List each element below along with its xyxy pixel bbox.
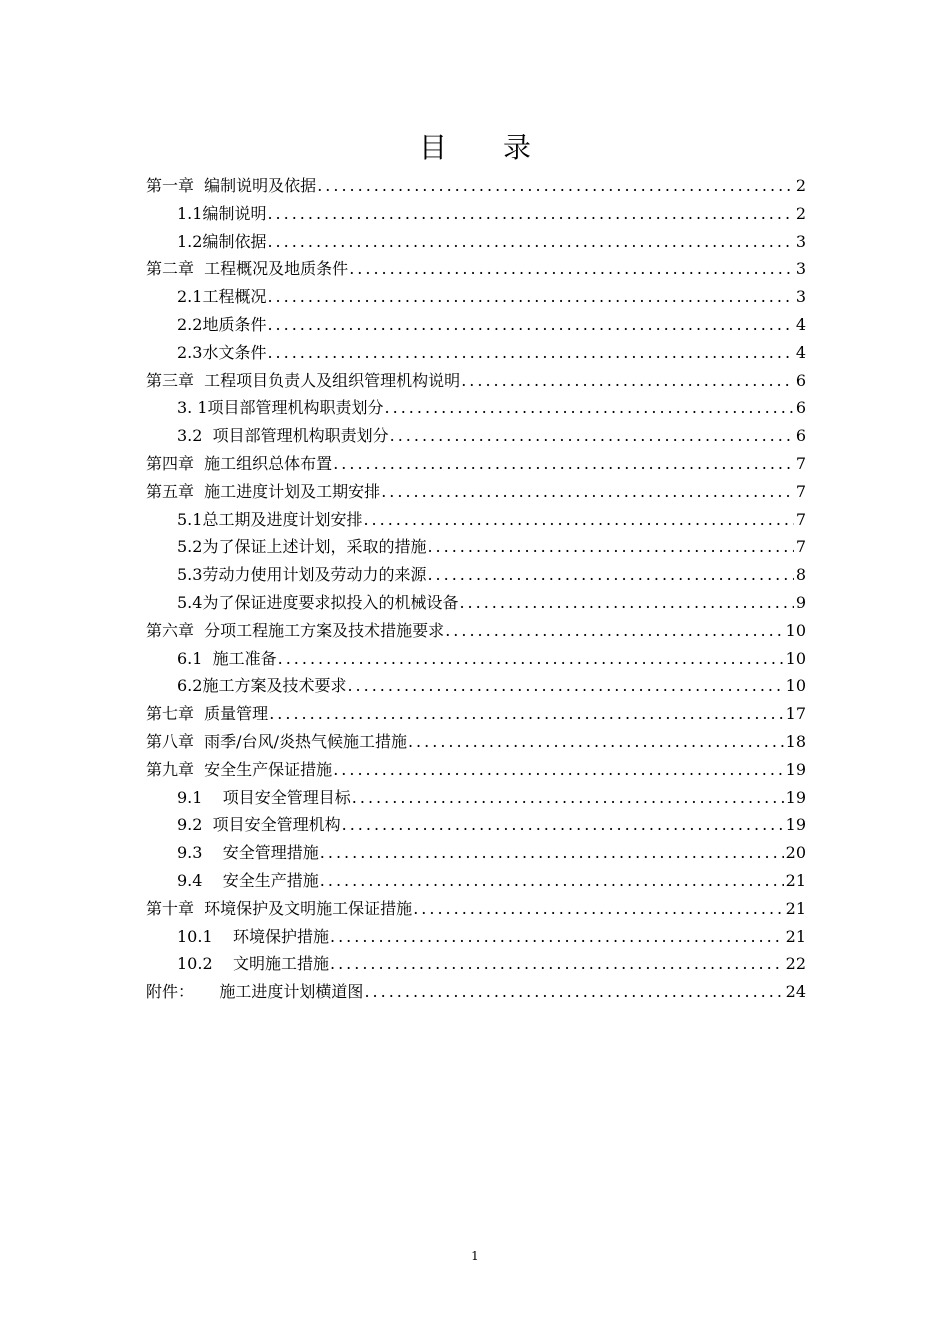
- toc-dot-leader: [320, 839, 784, 867]
- toc-dot-leader: [363, 506, 793, 534]
- toc-entry-label: 1.1编制说明: [177, 203, 267, 223]
- toc-entry-label: 3. 1项目部管理机构职责划分: [177, 398, 384, 418]
- toc-entry-label: 6.2施工方案及技术要求: [177, 676, 347, 696]
- toc-entry-page-number: 20: [785, 843, 806, 863]
- toc-entry-page-number: 8: [795, 565, 806, 585]
- toc-chapter-entry[interactable]: [146, 367, 806, 395]
- toc-list: [146, 172, 806, 1006]
- toc-section-entry[interactable]: [146, 839, 806, 867]
- toc-section-entry[interactable]: [146, 394, 806, 422]
- toc-entry-label: 6.1 施工准备: [177, 648, 277, 668]
- toc-dot-leader: [385, 394, 794, 422]
- toc-title-char-1: 目: [418, 131, 447, 164]
- toc-entry-label: 5.2为了保证上述计划，采取的措施: [177, 537, 427, 557]
- toc-entry-label: 1.2编制依据: [177, 231, 267, 251]
- toc-section-entry[interactable]: [146, 533, 806, 561]
- toc-entry-page-number: 7: [795, 453, 806, 473]
- toc-entry-page-number: 19: [785, 759, 806, 779]
- toc-entry-label: 第一章 编制说明及依据: [146, 176, 317, 195]
- toc-dot-leader: [267, 200, 793, 228]
- toc-entry-label: 第六章 分项工程施工方案及技术措施要求: [146, 620, 445, 640]
- toc-dot-leader: [461, 367, 794, 395]
- toc-entry-label: 第十章 环境保护及文明施工保证措施: [146, 898, 413, 918]
- toc-entry-page-number: 21: [785, 926, 806, 946]
- toc-entry-label: 第七章 质量管理: [146, 704, 269, 724]
- toc-entry-label: 第五章 施工进度计划及工期安排: [146, 481, 381, 501]
- toc-entry-label: 2.1工程概况: [177, 287, 267, 307]
- toc-dot-leader: [267, 339, 793, 367]
- toc-section-entry[interactable]: [146, 561, 806, 589]
- toc-section-entry[interactable]: [146, 422, 806, 450]
- toc-dot-leader: [408, 728, 784, 756]
- toc-section-entry[interactable]: [146, 950, 806, 978]
- toc-entry-page-number: 10: [785, 676, 806, 696]
- toc-dot-leader: [427, 533, 793, 561]
- toc-entry-page-number: 3: [795, 231, 806, 251]
- toc-entry-page-number: 7: [795, 481, 806, 501]
- toc-chapter-entry[interactable]: [146, 617, 806, 645]
- toc-section-entry[interactable]: [146, 923, 806, 951]
- toc-dot-leader: [333, 756, 783, 784]
- toc-entry-page-number: 6: [795, 426, 806, 446]
- toc-entry-page-number: 6: [795, 398, 806, 418]
- toc-section-entry[interactable]: [146, 506, 806, 534]
- toc-entry-label: 第八章 雨季/台风/炎热气候施工措施: [146, 731, 407, 751]
- toc-dot-leader: [330, 950, 784, 978]
- toc-title: [0, 128, 950, 168]
- toc-dot-leader: [278, 645, 784, 673]
- toc-entry-label: 5.3劳动力使用计划及劳动力的来源: [177, 565, 427, 585]
- toc-section-entry[interactable]: [146, 645, 806, 673]
- toc-entry-page-number: 4: [795, 314, 806, 334]
- toc-dot-leader: [267, 311, 793, 339]
- toc-entry-label: 5.4为了保证进度要求拟投入的机械设备: [177, 592, 459, 612]
- toc-dot-leader: [427, 561, 793, 589]
- toc-entry-page-number: 9: [795, 592, 806, 612]
- toc-entry-label: 9.4 安全生产措施: [177, 870, 319, 890]
- toc-dot-leader: [317, 172, 794, 200]
- toc-dot-leader: [381, 478, 794, 506]
- toc-chapter-entry[interactable]: [146, 978, 806, 1006]
- toc-dot-leader: [320, 867, 784, 895]
- toc-entry-label: 10.2 文明施工措施: [177, 954, 329, 974]
- toc-dot-leader: [349, 255, 794, 283]
- toc-dot-leader: [347, 672, 783, 700]
- toc-entry-page-number: 21: [785, 898, 806, 918]
- toc-entry-page-number: 17: [785, 704, 806, 724]
- toc-entry-page-number: 3: [795, 287, 806, 307]
- toc-entry-label: 5.1总工期及进度计划安排: [177, 509, 363, 529]
- toc-entry-page-number: 10: [785, 648, 806, 668]
- toc-dot-leader: [267, 228, 793, 256]
- toc-entry-label: 10.1 环境保护措施: [177, 926, 329, 946]
- toc-entry-page-number: 19: [785, 787, 806, 807]
- toc-section-entry[interactable]: [146, 311, 806, 339]
- toc-entry-label: 附件： 施工进度计划横道图: [146, 982, 364, 1002]
- toc-dot-leader: [342, 811, 784, 839]
- toc-entry-page-number: 10: [785, 620, 806, 640]
- toc-entry-page-number: 24: [785, 982, 806, 1002]
- toc-chapter-entry[interactable]: [146, 172, 806, 200]
- toc-chapter-entry[interactable]: [146, 700, 806, 728]
- toc-section-entry[interactable]: [146, 811, 806, 839]
- toc-entry-page-number: 4: [795, 342, 806, 362]
- toc-title-char-2: 录: [503, 131, 532, 164]
- toc-entry-label: 第四章 施工组织总体布置: [146, 453, 333, 473]
- toc-entry-label: 2.3水文条件: [177, 342, 267, 362]
- toc-dot-leader: [445, 617, 783, 645]
- toc-chapter-entry[interactable]: [146, 450, 806, 478]
- toc-entry-page-number: 19: [785, 815, 806, 835]
- toc-entry-label: 9.3 安全管理措施: [177, 843, 319, 863]
- toc-dot-leader: [333, 450, 794, 478]
- toc-chapter-entry[interactable]: [146, 895, 806, 923]
- toc-entry-page-number: 18: [785, 731, 806, 751]
- toc-entry-label: 第九章 安全生产保证措施: [146, 759, 333, 779]
- toc-entry-label: 2.2地质条件: [177, 314, 267, 334]
- toc-entry-label: 9.2 项目安全管理机构: [177, 815, 341, 835]
- page-number: 1: [471, 1249, 479, 1263]
- toc-chapter-entry[interactable]: [146, 728, 806, 756]
- toc-dot-leader: [330, 923, 784, 951]
- toc-dot-leader: [269, 700, 783, 728]
- toc-entry-page-number: 2: [795, 176, 806, 195]
- toc-section-entry[interactable]: [146, 283, 806, 311]
- toc-dot-leader: [390, 422, 794, 450]
- toc-section-entry[interactable]: [146, 589, 806, 617]
- toc-chapter-entry[interactable]: [146, 756, 806, 784]
- toc-dot-leader: [413, 895, 783, 923]
- toc-entry-label: 第二章 工程概况及地质条件: [146, 259, 349, 279]
- toc-entry-label: 第三章 工程项目负责人及组织管理机构说明: [146, 370, 461, 390]
- toc-section-entry[interactable]: [146, 339, 806, 367]
- toc-entry-page-number: 21: [785, 870, 806, 890]
- toc-entry-page-number: 22: [785, 954, 806, 974]
- toc-entry-page-number: 7: [795, 509, 806, 529]
- toc-dot-leader: [267, 283, 793, 311]
- toc-entry-page-number: 3: [795, 259, 806, 279]
- toc-section-entry[interactable]: [146, 867, 806, 895]
- toc-chapter-entry[interactable]: [146, 255, 806, 283]
- toc-entry-label: 9.1 项目安全管理目标: [177, 787, 351, 807]
- toc-section-entry[interactable]: [146, 228, 806, 256]
- toc-dot-leader: [352, 784, 784, 812]
- toc-dot-leader: [459, 589, 793, 617]
- toc-section-entry[interactable]: [146, 784, 806, 812]
- toc-dot-leader: [364, 978, 783, 1006]
- toc-entry-page-number: 7: [795, 537, 806, 557]
- toc-section-entry[interactable]: [146, 672, 806, 700]
- toc-entry-page-number: 6: [795, 370, 806, 390]
- toc-chapter-entry[interactable]: [146, 478, 806, 506]
- toc-entry-label: 3.2 项目部管理机构职责划分: [177, 426, 389, 446]
- toc-entry-page-number: 2: [795, 203, 806, 223]
- toc-section-entry[interactable]: [146, 200, 806, 228]
